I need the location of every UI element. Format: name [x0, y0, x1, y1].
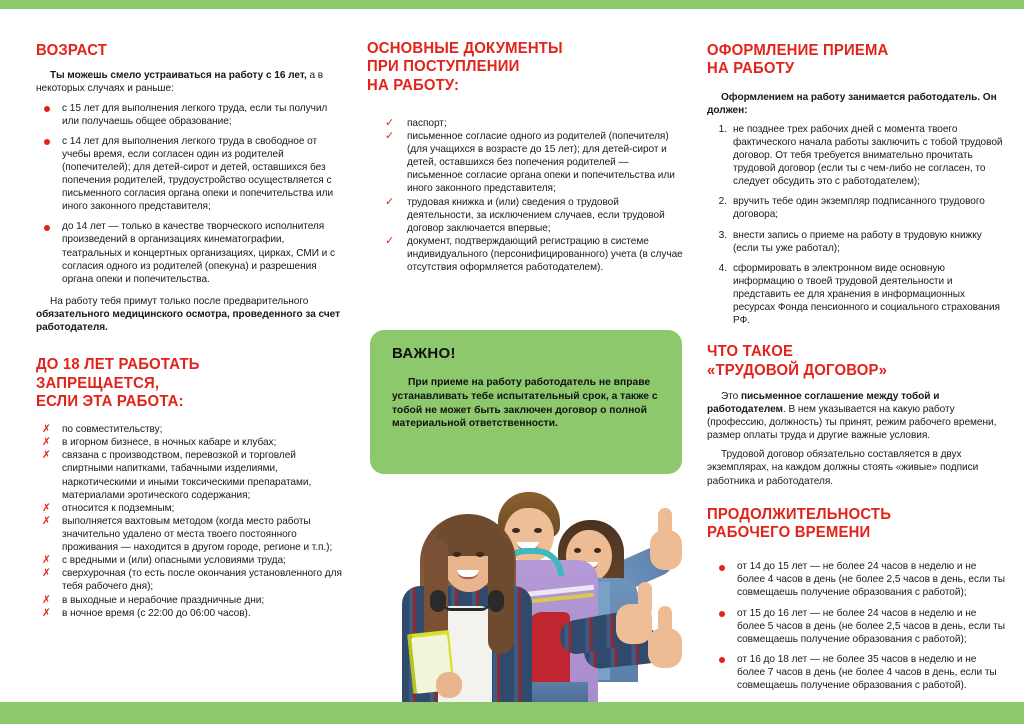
list-item: [36, 554, 344, 567]
list-item: [711, 653, 1007, 692]
heading-documents-line-3: НА РАБОТУ:: [367, 76, 460, 94]
cross-icon: ✗: [42, 593, 51, 606]
top-green-bar: [0, 0, 1024, 9]
photo-boy-hand: [616, 604, 652, 644]
list-item: [381, 117, 685, 130]
list-item-text: с вредными и (или) опасными условиями труда;: [62, 555, 286, 567]
age-closing-pre: На работу тебя примут только после предварительного: [50, 295, 309, 307]
photo-red-sleeve: [528, 612, 570, 686]
important-callout: [370, 330, 682, 474]
heading-documents-line-2: ПРИ ПОСТУПЛЕНИИ: [367, 58, 520, 76]
list-item: [36, 502, 344, 515]
list-item: [36, 567, 344, 593]
heading-contract: [707, 343, 995, 380]
bullet-dot-icon: [719, 611, 725, 617]
prohibited-list: [36, 423, 344, 620]
bottom-green-bar: [0, 702, 1024, 724]
age-intro-paragraph: [36, 69, 344, 95]
list-item-text: не позднее трех рабочих дней с момента твоего фактического начала работы заключить с тобой трудовой договор. От тебя требуется внимательно прочитать трудовой договор (если ты с чем-либо не согласен, то следует обсудить это с работодателем);: [733, 123, 1003, 188]
heading-hours: [707, 506, 995, 543]
bullet-dot-icon: [719, 565, 725, 571]
list-item: [36, 594, 344, 607]
teenagers-photo: [362, 486, 712, 702]
cross-icon: ✗: [42, 501, 51, 514]
callout-text: При приеме на работу работодатель не вправе устанавливать тебе испытательный срок, а также с тобой не может быть заключен договор о полной материальной ответственности.: [392, 377, 658, 430]
list-item-text: с 14 лет для выполнения легкого труда в свободное от учебы время, если согласен один из родителей (попечителей); для детей-сирот и детей, оставшихся без попечения родителей, трудоустройство осуществляется с письменного согласия органа опеки и попечительства или иного законного представителя;: [62, 135, 334, 213]
documents-list: [367, 117, 685, 274]
list-item-text: от 14 до 15 лет — не более 24 часов в неделю и не более 4 часов в день (не более 2,5 часов в день, если ты совмещаешь получение образования с работой);: [737, 561, 1005, 599]
list-item: [36, 423, 344, 436]
age-closing-bold: обязательного медицинского осмотра, проведенного за счет работодателя.: [36, 309, 340, 334]
list-item-text: до 14 лет — только в качестве творческого исполнителя произведений в организациях кинематографии, театральных и концертных организациях, цирках, СМИ и с согласия одного из родителей (опекуна) и разрешения органа опеки и попечительства.: [62, 221, 336, 285]
list-item: [707, 195, 1007, 221]
list-item: [36, 220, 344, 286]
cross-icon: ✗: [42, 423, 51, 436]
list-item: [36, 449, 344, 501]
photo-girl-headphone-left: [430, 590, 446, 612]
list-item: [711, 560, 1007, 599]
list-item: [707, 262, 1007, 328]
photo-boy-eye-right: [534, 528, 542, 533]
contract-p1-pre: Это: [721, 390, 741, 402]
cross-icon: ✗: [42, 567, 51, 580]
contract-p1-bold: письменное соглашение между тобой и работодателем: [707, 390, 940, 415]
hiring-intro: Оформлением на работу занимается работодатель. Он должен:: [707, 91, 997, 116]
step-number: 3.: [718, 229, 727, 241]
bullet-dot-icon: [44, 106, 50, 112]
photo-girl-eye-left: [453, 552, 461, 557]
photo-girl-hand-holding-book: [436, 672, 462, 698]
list-item: [36, 515, 344, 554]
age-intro-bold: Ты можешь смело устраиваться на работу с 16 лет,: [50, 70, 307, 82]
heading-prohibited-line-3: ЕСЛИ ЭТА РАБОТА:: [36, 392, 184, 410]
check-icon: ✓: [385, 196, 395, 208]
list-item-text: выполняется вахтовым методом (когда место работы значительно удалено от места твоего постоянного проживания — находится в другом городе, регионе и т.п.);: [62, 515, 333, 554]
heading-hours-line-2: РАБОЧЕГО ВРЕМЕНИ: [707, 523, 871, 541]
check-icon: ✓: [385, 130, 395, 143]
photo-girl-hand: [648, 628, 682, 668]
list-item: [381, 235, 685, 274]
bullet-dot-icon: [44, 225, 50, 231]
list-item-text: вручить тебе один экземпляр подписанного трудового договора;: [733, 196, 985, 221]
heading-hours-line-1: ПРОДОЛЖИТЕЛЬНОСТЬ: [707, 505, 892, 523]
list-item-text: паспорт;: [407, 117, 447, 129]
contract-paragraph-1: [707, 390, 1007, 442]
list-item-text: связана с производством, перевозкой и торговлей спиртными напитками, табачными изделиями, наркотическими и иными токсическими препаратами, материалами эротического содержания;: [62, 450, 312, 501]
heading-contract-line-1: ЧТО ТАКОЕ: [707, 343, 794, 361]
list-item-text: от 15 до 16 лет — не более 24 часов в неделю и не более 5 часов в день (не более 2,5 часов в день, если ты совмещаешь получение образования с работой);: [737, 607, 1005, 645]
heading-prohibited-line-2: ЗАПРЕЩАЕТСЯ,: [36, 374, 160, 392]
heading-contract-line-2: «ТРУДОВОЙ ДОГОВОР»: [707, 361, 888, 379]
photo-girl-eye-right: [476, 552, 484, 557]
heading-documents-line-1: ОСНОВНЫЕ ДОКУМЕНТЫ: [367, 40, 563, 57]
list-item-text: сверхурочная (то есть после окончания установленного для тебя рабочего дня);: [62, 568, 342, 593]
list-item: [707, 229, 1007, 255]
hours-list: [707, 560, 1007, 692]
hiring-steps-list: [707, 123, 1007, 328]
cross-icon: ✗: [42, 514, 51, 527]
heading-hiring: [707, 42, 995, 79]
heading-hiring-line-1: ОФОРМЛЕНИЕ ПРИЕМА: [707, 42, 889, 59]
step-number: 4.: [718, 262, 727, 274]
list-item: [707, 123, 1007, 189]
cross-icon: ✗: [42, 436, 51, 449]
list-item: [36, 436, 344, 449]
cross-icon: ✗: [42, 606, 51, 619]
age-closing-paragraph: [36, 295, 344, 334]
column-right: [707, 42, 1007, 699]
list-item-text: с 15 лет для выполнения легкого труда, если ты получил или получаешь общее образование;: [62, 102, 328, 127]
list-item-text: трудовая книжка и (или) сведения о трудовой деятельности, за исключением случаев, если трудовой договор заключается впервые;: [407, 196, 665, 234]
cross-icon: ✗: [42, 554, 51, 567]
step-number: 1.: [718, 123, 727, 135]
step-number: 2.: [718, 196, 727, 208]
heading-documents: [367, 40, 672, 95]
list-item-text: внести запись о приеме на работу в трудовую книжку (если ты уже работал);: [733, 229, 982, 254]
list-item-text: письменное согласие одного из родителей (попечителя) (для учащихся в возрасте до 15 лет); для детей-сирот и детей, оставшихся без попечения родителей — письменное согласие органа опеки и попечительства или иного законного представителя;: [407, 130, 675, 195]
list-item: [36, 607, 344, 620]
list-item-text: относится к подземным;: [62, 502, 175, 514]
callout-title: ВАЖНО!: [392, 345, 456, 362]
photo-boy-eye-left: [512, 528, 520, 533]
bullet-dot-icon: [44, 139, 50, 145]
photo-girl2-eye-left: [574, 548, 581, 553]
photo-girl2-eye-right: [594, 548, 601, 553]
list-item: [381, 196, 685, 235]
contract-p1-post: . В нем указывается на какую работу (профессию, должность) ты принят, режим рабочего времени, размер оплаты труда и другие важные условия.: [707, 403, 997, 442]
list-item-text: по совместительству;: [62, 424, 163, 436]
list-item: [381, 130, 685, 196]
list-item-text: сформировать в электронном виде основную информацию о твоей трудовой деятельности и представить ее для хранения в информационных ресурсах Фонда пенсионного и социального страхования РФ.: [733, 262, 1000, 327]
cross-icon: ✗: [42, 449, 51, 462]
list-item: [36, 135, 344, 214]
column-left: [36, 42, 344, 626]
heading-hiring-line-2: НА РАБОТУ: [707, 60, 795, 78]
list-item-text: в игорном бизнесе, в ночных кабаре и клубах;: [62, 437, 277, 449]
heading-prohibited: [36, 356, 332, 411]
photo-girl-headphone-right: [488, 590, 504, 612]
heading-age-line-1: ВОЗРАСТ: [36, 42, 108, 59]
bullet-dot-icon: [719, 657, 725, 663]
column-middle: [367, 40, 685, 280]
list-item-text: в ночное время (с 22:00 до 06:00 часов).: [62, 607, 251, 619]
check-icon: ✓: [385, 117, 395, 130]
list-item-text: документ, подтверждающий регистрацию в системе индивидуального (персонифицированного) учета (в случае отсутствия оформляется работодателем).: [407, 235, 683, 274]
contract-paragraph-2: Трудовой договор обязательно составляется в двух экземплярах, на каждом должны стоять «живые» подписи работника и работодателя.: [707, 449, 979, 487]
photo-girl2-hand: [650, 530, 682, 570]
list-item: [711, 607, 1007, 646]
list-item-text: от 16 до 18 лет — не более 35 часов в неделю и не более 7 часов в день (не более 4 часов в день, если ты совмещаешь получение образования с работой).: [737, 653, 997, 692]
list-item: [36, 102, 344, 128]
heading-age: [36, 42, 332, 60]
list-item-text: в выходные и нерабочие праздничные дни;: [62, 594, 265, 606]
age-intro-rest: а в некоторых случаях и раньше:: [36, 70, 324, 95]
heading-prohibited-line-1: ДО 18 ЛЕТ РАБОТАТЬ: [36, 356, 200, 374]
age-bullet-list: [36, 102, 344, 286]
check-icon: ✓: [385, 235, 395, 248]
photo-girl-headphone-band: [442, 602, 490, 611]
